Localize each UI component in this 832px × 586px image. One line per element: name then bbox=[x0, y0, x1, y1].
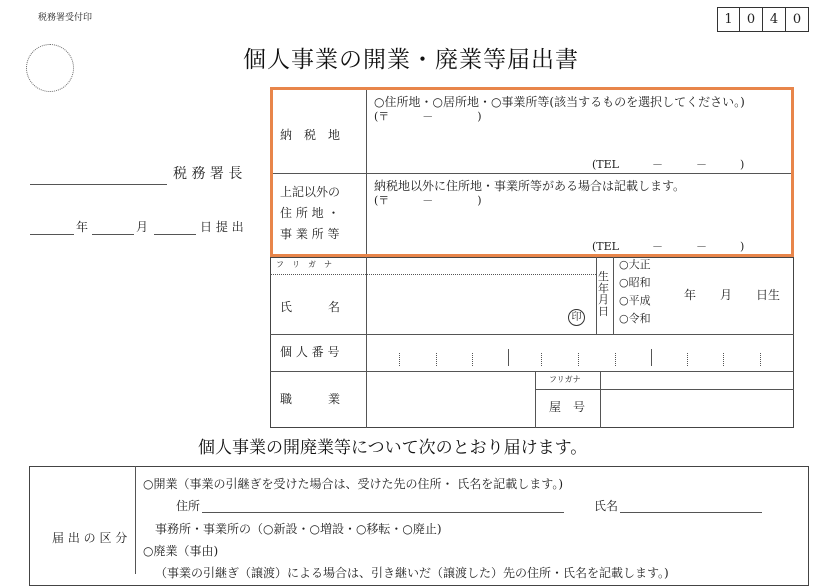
form-number-digit: 0 bbox=[785, 7, 809, 32]
stamp-label: 税務署受付印 bbox=[38, 13, 93, 23]
tax-office-line bbox=[30, 184, 167, 185]
date-day-line bbox=[154, 234, 196, 235]
declaration-heading: 個人事業の開廃業等について次のとおり届けます。 bbox=[198, 438, 588, 458]
open-name-label: 氏名 bbox=[594, 499, 619, 513]
form-title: 個人事業の開業・廃業等届出書 bbox=[243, 47, 579, 73]
trade-name-label: 屋 号 bbox=[549, 400, 586, 414]
tax-office-suffix: 税 務 署 長 bbox=[173, 166, 243, 182]
other-address-postal: (〒 － ) bbox=[374, 194, 482, 207]
category-label: 届 出 の 区 分 bbox=[52, 531, 128, 545]
era-option-showa: ○昭和 bbox=[619, 276, 651, 289]
office-line: 事務所・事業所の（○新設・○増設・○移転・○廃止) bbox=[155, 522, 442, 536]
open-address-label: 住所 bbox=[176, 499, 201, 513]
furigana-label: フ リ ガ ナ bbox=[276, 260, 332, 269]
other-address-note: 納税地以外に住所地・事業所等がある場合は記載します。 bbox=[374, 179, 686, 193]
tax-location-tel: (TEL － － ) bbox=[592, 158, 745, 171]
seal-mark: 印 bbox=[568, 309, 585, 326]
date-month-line bbox=[92, 234, 134, 235]
my-number-label: 個 人 番 号 bbox=[280, 345, 340, 359]
open-line: ○開業（事業の引継ぎを受けた場合は、受けた先の住所・ 氏名を記載します。) bbox=[143, 477, 564, 491]
date-day-submit: 日 提 出 bbox=[200, 220, 244, 234]
other-address-label-3: 事 業 所 等 bbox=[280, 227, 340, 241]
era-option-reiwa: ○令和 bbox=[619, 312, 651, 325]
date-month: 月 bbox=[136, 220, 149, 234]
era-option-taisho: ○大正 bbox=[619, 258, 651, 271]
other-address-label-2: 住 所 地 ・ bbox=[280, 206, 340, 220]
open-address-line bbox=[202, 512, 564, 513]
address-section-highlight bbox=[270, 87, 794, 257]
open-name-line bbox=[620, 512, 762, 513]
stamp-circle bbox=[26, 44, 74, 92]
tax-location-options: ○住所地・○居所地・○事業所等(該当するものを選択してください。) bbox=[374, 95, 745, 109]
date-year: 年 bbox=[76, 220, 89, 234]
tax-location-label: 納 税 地 bbox=[280, 128, 341, 142]
name-label: 氏 名 bbox=[280, 300, 341, 314]
birth-label: 生年月日 bbox=[598, 270, 609, 318]
tax-location-postal: (〒 － ) bbox=[374, 110, 482, 123]
close-cut-line: （事業の引継ぎ（譲渡）による場合は、引き継いだ（譲渡した）先の住所・氏名を記載します。) bbox=[155, 566, 669, 580]
form-number-digit: 0 bbox=[739, 7, 763, 32]
occupation-label: 職 業 bbox=[280, 392, 341, 406]
date-year-line bbox=[30, 234, 74, 235]
form-number-digit: 1 bbox=[717, 7, 740, 32]
other-address-tel: (TEL － － ) bbox=[592, 240, 745, 253]
person-info-table bbox=[270, 257, 794, 428]
trade-name-furigana: フリガナ bbox=[549, 375, 581, 384]
form-number-digit: 4 bbox=[762, 7, 786, 32]
era-option-heisei: ○平成 bbox=[619, 294, 651, 307]
close-line: ○廃業（事由) bbox=[143, 544, 219, 558]
other-address-label-1: 上記以外の bbox=[280, 185, 341, 199]
birth-date-suffix: 年 月 日生 bbox=[684, 288, 781, 302]
